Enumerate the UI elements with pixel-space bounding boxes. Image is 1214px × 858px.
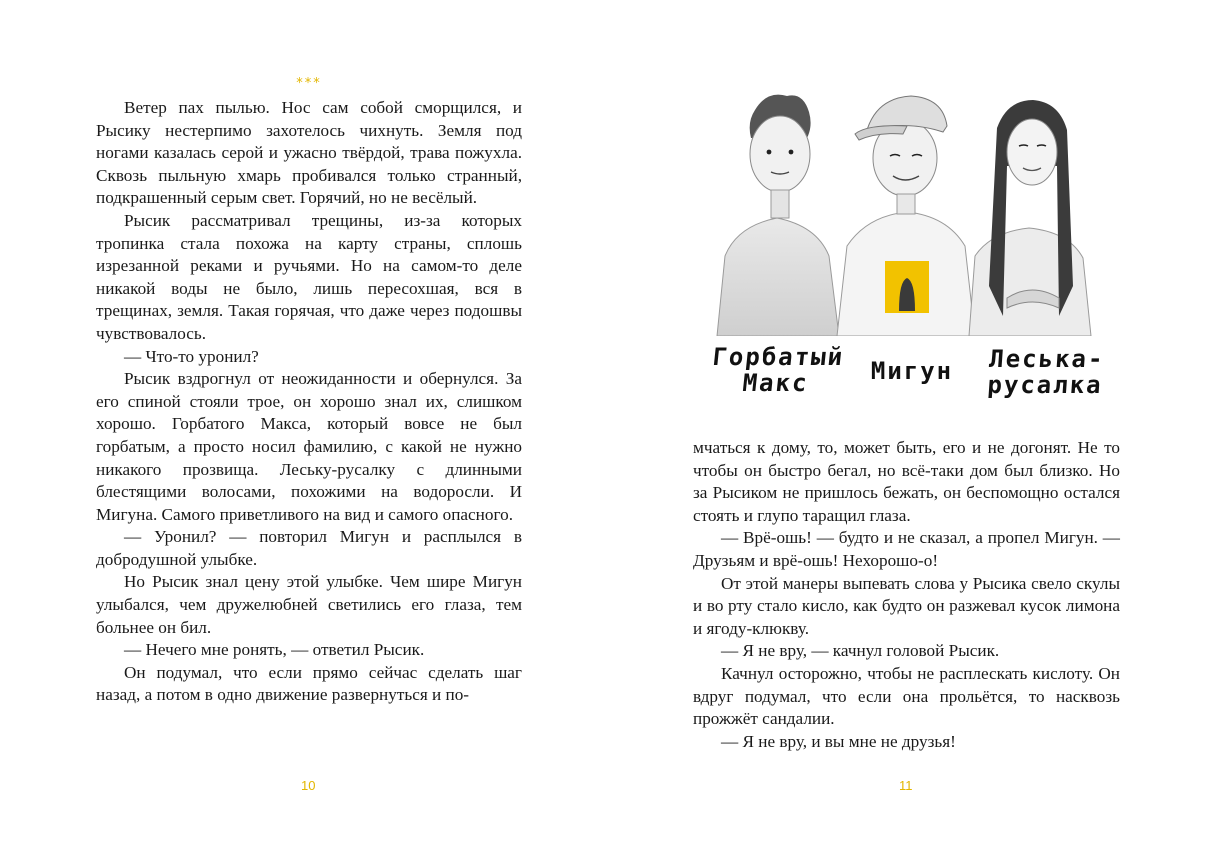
dialogue-line: — Врё-ошь! — будто и не сказал, а пропел Мигун. — Друзьям и врё-ошь! Нехорошо-о!	[693, 528, 1120, 570]
page-number: 11	[899, 778, 913, 793]
paragraph: Ветер пах пылью. Нос сам собой сморщился, и Рысику нестерпимо захотелось чихнуть. Земля под ногами казалась серой и ужасно твёрдой, трава пожухла. Сквозь пыльную хмарь пробивался только странный, подкрашенный серым свет. Горячий, но не весёлый.	[96, 98, 522, 208]
leska-figure	[969, 100, 1091, 336]
page-number: 10	[301, 778, 316, 793]
caption-max	[704, 344, 849, 396]
right-page	[607, 0, 1214, 858]
dialogue-line: — Нечего мне ронять, — ответил Рысик.	[124, 640, 425, 660]
section-marker: ***	[296, 76, 322, 91]
caption-line: Мигун	[870, 357, 954, 385]
left-page-text	[96, 97, 522, 707]
caption-line: русалка	[986, 371, 1104, 399]
migun-figure	[837, 96, 975, 336]
caption-leska	[979, 346, 1113, 398]
right-page-text	[693, 437, 1120, 753]
paragraph: Качнул осторожно, чтобы не расплескать кислоту. Он вдруг подумал, что если она прольётся, то насквозь прожжёт сандалии.	[693, 663, 1120, 729]
paragraph: Рысик вздрогнул от неожиданности и обернулся. За его спиной стояли трое, он хорошо знал их, слишком хорошо. Горбатого Макса, который вовсе не был горбатым, а просто носил фамилию, с какой не нужно никакого прозвища. Леську-русалку с длинными блестящими волосами, похожими на водоросли. И Мигуна. Самого приветливого на вид и самого опасного.	[96, 369, 522, 524]
max-figure	[717, 95, 839, 336]
paragraph-continuation: мчаться к дому, то, может быть, его и не догонят. Не то чтобы он быстро бегал, но всё-таки дом был близко. Но за Рысиком не пришлось бежать, он беспомощно остался стоять и глупо таращил глаза.	[693, 438, 1120, 525]
dialogue-line: — Я не вру, — качнул головой Рысик.	[721, 641, 1000, 661]
characters-illustration	[707, 86, 1117, 416]
caption-line: Горбатый	[711, 343, 846, 371]
caption-line: Леська-	[988, 345, 1106, 373]
dialogue-line: — Уронил? — повторил Мигун и расплылся в добродушной улыбке.	[96, 527, 522, 569]
paragraph: Но Рысик знал цену этой улыбке. Чем шире Мигун улыбался, чем дружелюбней светились его глаза, тем больнее он бил.	[96, 572, 522, 637]
paragraph: Он подумал, что если прямо сейчас сделать шаг назад, а потом в одно движение развернуться и по-	[96, 662, 522, 705]
three-characters-drawing	[707, 86, 1117, 336]
dialogue-line: — Я не вру, и вы мне не друзья!	[721, 731, 956, 751]
caption-migun	[857, 358, 967, 384]
paragraph: От этой манеры выпевать слова у Рысика свело скулы и во рту стало кисло, как будто он разжевал кусок лимона и ягоду-клюкву.	[693, 573, 1120, 638]
paragraph: Рысик рассматривал трещины, из-за которых тропинка стала похожа на карту страны, сплошь изрезанной реками и ручьями. Но на самом-то деле никакой воды не было, лишь пересохшая, вся в трещинах, земля. Такая горячая, что даже через подошвы чувствовалось.	[96, 210, 522, 343]
caption-line: Макс	[741, 369, 810, 397]
dialogue-line: — Что-то уронил?	[124, 346, 259, 366]
